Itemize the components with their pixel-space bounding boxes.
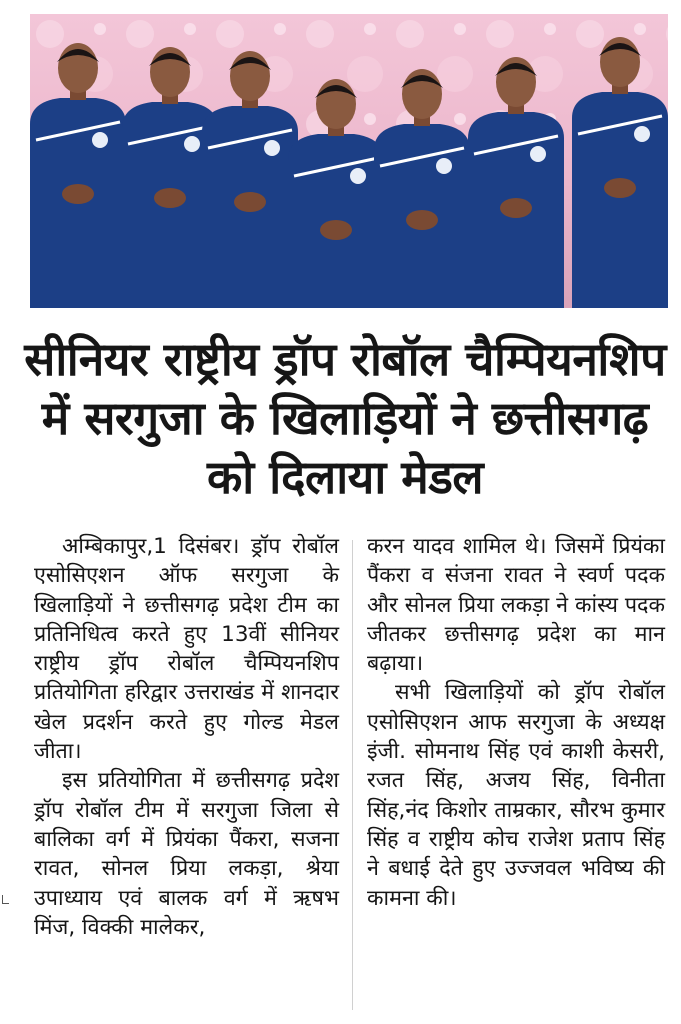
jacket-emblem	[530, 146, 546, 162]
column-divider	[352, 540, 353, 1010]
team-photo-drawing	[30, 14, 668, 308]
hands	[604, 178, 636, 198]
article-paragraph-1: अम्बिकापुर,1 दिसंबर। ड्रॉप रोबॉल एसोसिएशन ऑफ सरगुजा के खिलाड़ियों ने छत्तीसगढ़ प्रदेश टीम का प्रतिनिधित्व करते हुए 13वीं सीनियर राष्ट्रीय ड्रॉप रोबॉल चैम्पियनशिप प्रतियोगिता हरिद्वार उत्तराखंड में शानदार खेल प्रदर्शन करते हुए गोल्ड मेडल जीता।	[34, 534, 339, 765]
article-paragraph-2-continued: करन यादव शामिल थे। जिसमें प्रियंका पैंकरा व संजना रावत ने स्वर्ण पदक और सोनल प्रिया लकड़ा ने कांस्य पदक जीतकर छत्तीसगढ़ प्रदेश का मान बढ़ाया।	[367, 534, 665, 677]
jacket-emblem	[92, 132, 108, 148]
jacket-emblem	[436, 158, 452, 174]
headline-line-1: सीनियर राष्ट्रीय ड्रॉप रोबॉल चैम्पियनशिप	[24, 332, 666, 386]
jacket-emblem	[634, 126, 650, 142]
headline	[20, 330, 670, 507]
team-photo	[30, 14, 668, 308]
hands	[154, 188, 186, 208]
headline-line-3: को दिलाया मेडल	[206, 450, 484, 504]
hands	[62, 184, 94, 204]
jacket-emblem	[350, 168, 366, 184]
article-paragraph-2: इस प्रतियोगिता में छत्तीसगढ़ प्रदेश ड्रॉप रोबॉल टीम में सरगुजा जिला से बालिका वर्ग में प्रियंका पैंकरा, सजना रावत, सोनल प्रिया लकड़ा, श्रेया उपाध्याय एवं बालक वर्ग में ऋषभ मिंज, विक्की मालेकर,	[34, 768, 339, 940]
article-paragraph-3: सभी खिलाड़ियों को ड्रॉप रोबॉल एसोसिएशन आफ सरगुजा के अध्यक्ष इंजी. सोमनाथ सिंह एवं काशी केसरी, रजत सिंह, अजय सिंह, विनीता सिंह,नंद किशोर ताम्रकार, सौरभ कुमार सिंह व राष्ट्रीय कोच राजेश प्रताप सिंह ने बधाई देते हुए उज्जवल भविष्य की कामना की।	[367, 680, 665, 911]
jacket-emblem	[264, 140, 280, 156]
article-column-right	[367, 532, 665, 913]
jacket-emblem	[184, 136, 200, 152]
article-column-left	[34, 532, 339, 942]
hands	[406, 210, 438, 230]
headline-line-2: में सरगुजा के खिलाड़ियों ने छत्तीसगढ़	[41, 391, 649, 445]
crop-mark	[2, 895, 9, 904]
hands	[320, 220, 352, 240]
hands	[500, 198, 532, 218]
hands	[234, 192, 266, 212]
